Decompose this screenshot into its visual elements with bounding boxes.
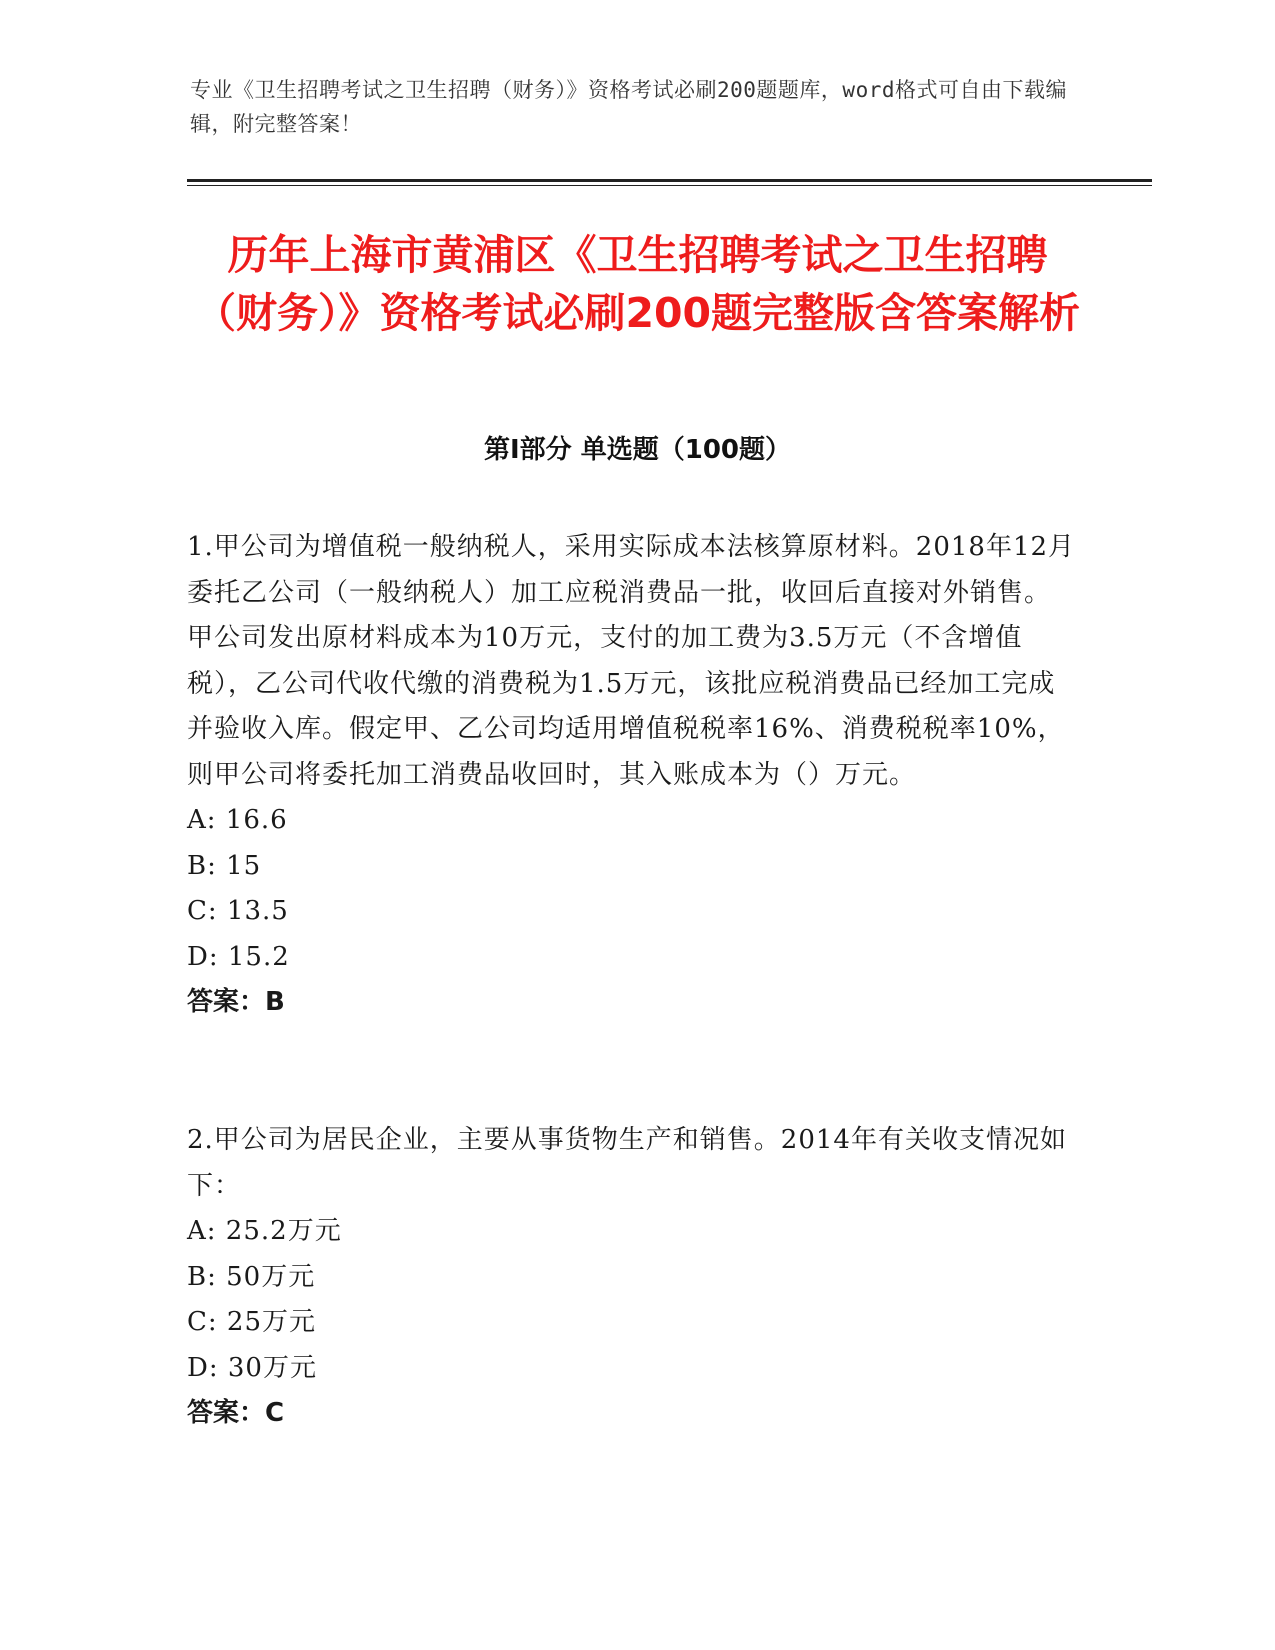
option-a: A: 16.6 — [187, 805, 288, 835]
answer-line: 答案：C — [187, 1398, 285, 1428]
question-2 — [187, 1118, 1077, 1437]
option-c: C: 25万元 — [187, 1307, 317, 1337]
question-1 — [187, 525, 1077, 1026]
option-d: D: 30万元 — [187, 1352, 317, 1383]
option-b: B: 50万元 — [187, 1261, 316, 1292]
header-note: 专业《卫生招聘考试之卫生招聘（财务）》资格考试必刷200题题库，word格式可自由下载编辑，附完整答案！ — [190, 78, 1067, 136]
document-title: 历年上海市黄浦区《卫生招聘考试之卫生招聘（财务）》资格考试必刷200题完整版含答案解析 — [194, 231, 1081, 337]
question-text: 1.甲公司为增值税一般纳税人，采用实际成本法核算原材料。2018年12月委托乙公司（一般纳税人）加工应税消费品一批，收回后直接对外销售。甲公司发出原材料成本为10万元，支付的加工费为3.5万元（不含增值税），乙公司代收代缴的消费税为1.5万元，该批应税消费品已经加工完成并验收入库。假定甲、乙公司均适用增值税税率16%、消费税税率10%，则甲公司将委托加工消费品收回时，其入账成本为（）万元。 — [187, 532, 1076, 790]
question-text: 2.甲公司为居民企业，主要从事货物生产和销售。2014年有关收支情况如下： — [187, 1125, 1067, 1201]
option-b: B: 15 — [187, 850, 262, 881]
header-divider-thin — [187, 185, 1152, 186]
section-heading: 第I部分 单选题（100题） — [484, 435, 791, 465]
option-d: D: 15.2 — [187, 941, 290, 972]
option-a: A: 25.2万元 — [187, 1216, 342, 1246]
answer-line: 答案：B — [187, 987, 285, 1017]
option-c: C: 13.5 — [187, 896, 289, 926]
header-divider-thick — [187, 179, 1152, 182]
